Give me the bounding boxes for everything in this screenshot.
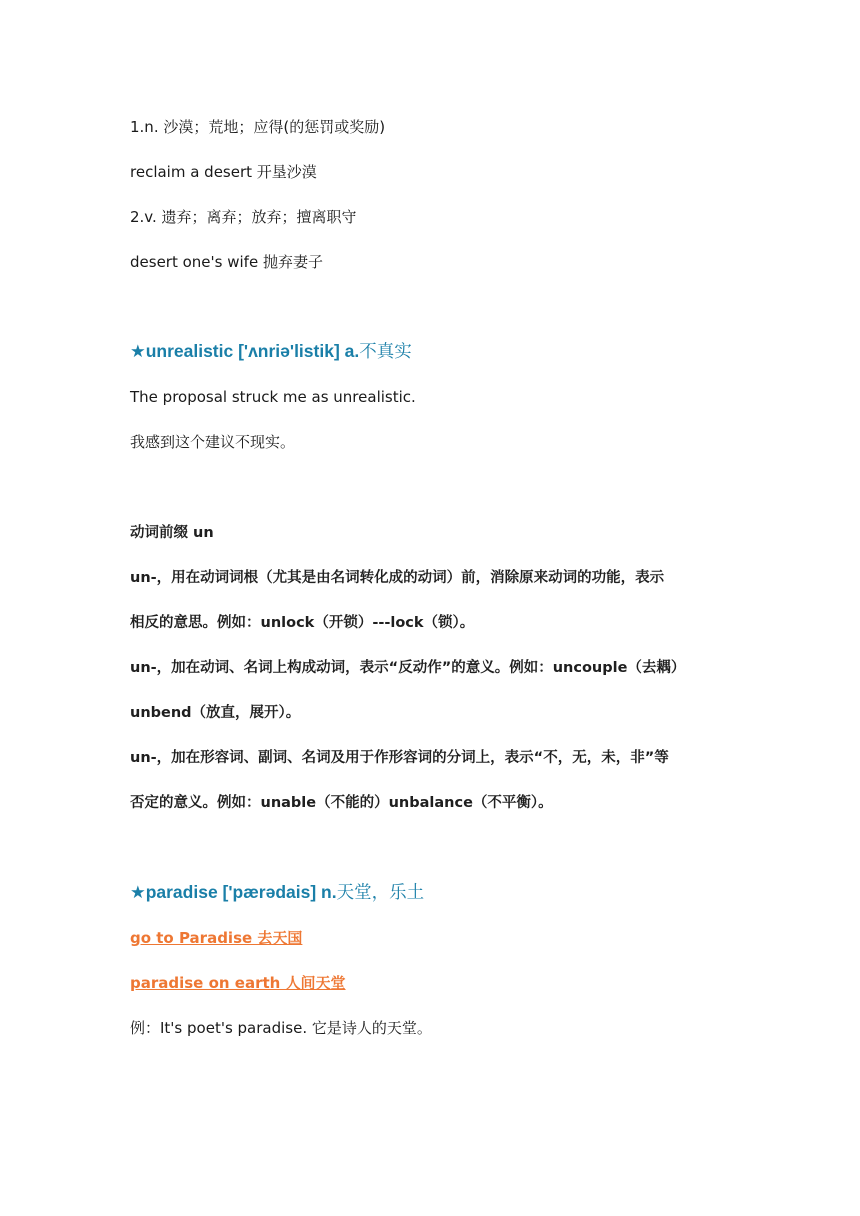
- unrealistic-heading-cn: 不真实: [359, 341, 412, 361]
- unrealistic-example-en: The proposal struck me as unrealistic.: [130, 388, 416, 406]
- paradise-heading-cn: 天堂，乐土: [336, 882, 425, 902]
- desert-example-2: desert one's wife 抛弃妻子: [130, 253, 323, 271]
- paradise-heading-main: ★paradise ['pærədais] n.: [130, 882, 337, 902]
- prefix-line-3: un-，加在动词、名词上构成动词，表示“反动作”的意义。例如：uncouple（去耦）: [130, 660, 686, 676]
- unrealistic-example-cn: 我感到这个建议不现实。: [130, 433, 296, 451]
- unrealistic-heading: [130, 341, 412, 361]
- prefix-line-1: un-，用在动词词根（尤其是由名词转化成的动词）前，消除原来动词的功能，表示: [130, 570, 665, 586]
- paradise-phrase-link-2[interactable]: paradise on earth 人间天堂: [130, 974, 346, 992]
- paradise-phrase-link-1[interactable]: go to Paradise 去天国: [130, 929, 303, 947]
- paradise-example: 例：It's poet's paradise. 它是诗人的天堂。: [130, 1019, 432, 1037]
- prefix-line-4: unbend（放直，展开）。: [130, 705, 301, 721]
- desert-definition-1: 1.n. 沙漠；荒地；应得(的惩罚或奖励): [130, 118, 386, 136]
- prefix-title: 动词前缀 un: [130, 525, 214, 541]
- desert-example-1: reclaim a desert 开垦沙漠: [130, 163, 317, 181]
- desert-definition-2: 2.v. 遗弃；离弃；放弃；擅离职守: [130, 208, 357, 226]
- paradise-heading: [130, 882, 424, 902]
- prefix-line-6: 否定的意义。例如：unable（不能的）unbalance（不平衡）。: [130, 795, 553, 811]
- prefix-line-2: 相反的意思。例如：unlock（开锁）---lock（锁）。: [130, 615, 475, 631]
- unrealistic-heading-main: ★unrealistic ['ʌnriə'listik] a.: [130, 341, 360, 361]
- prefix-line-5: un-，加在形容词、副词、名词及用于作形容词的分词上，表示“不，无，未，非”等: [130, 750, 669, 766]
